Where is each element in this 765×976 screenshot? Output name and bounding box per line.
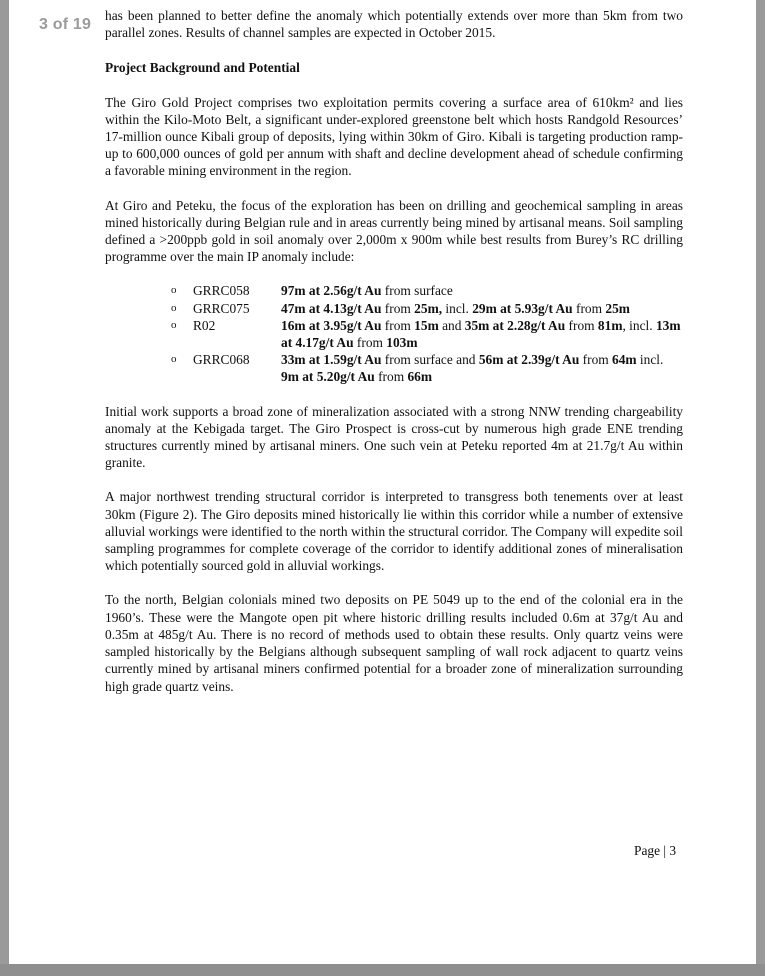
result-text: incl. — [442, 300, 473, 316]
mineralization-paragraph: Initial work supports a broad zone of mineralization associated with a strong NNW trending chargeability anomaly at the Kebigada target. The Giro Prospect is cross-cut by numerous high grade ENE trending structures currently mined by artisanal miners. One such vein at Peteku reported 4m at 21.7g/t Au within granite. — [105, 403, 683, 471]
result-value: 25m — [605, 300, 630, 316]
colonial-history-paragraph: To the north, Belgian colonials mined two deposits on PE 5049 up to the end of the colonial era in the 1960’s. These were the Mangote open pit where historic drilling results included 0.6m at 37g/t Au and 0.35m at 485g/t Au. There is no record of methods used to obtain these results. Only quartz veins were sampled historically by the Belgians although subsequent sampling of wall rock adjacent to quartz veins currently mined by artisanal miners confirmed potential for a broader zone of mineralization surrounding high grade quartz veins. — [105, 592, 683, 694]
result-value: 47m at 4.13g/t Au — [281, 300, 382, 316]
hole-id: GRRC058 — [193, 283, 250, 299]
result-text: from — [579, 352, 613, 368]
result-value: 35m at 2.28g/t Au — [464, 317, 566, 333]
result-text: from — [381, 300, 415, 316]
page-counter: 3 of 19 — [39, 16, 92, 33]
result-text: from — [374, 369, 408, 385]
result-value: 81m — [597, 317, 623, 333]
bullet-icon: o — [171, 301, 177, 314]
result-text: and — [438, 317, 465, 333]
hole-id: GRRC068 — [193, 352, 250, 368]
result-value: 33m at 1.59g/t Au — [281, 352, 382, 368]
result-text: from surface and — [381, 352, 479, 368]
viewer-bottom-bar — [0, 964, 765, 976]
result-description — [281, 351, 683, 385]
result-description — [281, 300, 683, 317]
result-text: from — [353, 335, 387, 351]
drilling-results-list — [105, 282, 683, 385]
result-value: 25m, — [414, 300, 443, 316]
list-item — [171, 300, 683, 317]
result-value: 9m at 5.20g/t Au — [281, 369, 375, 385]
result-value: 15m — [414, 317, 439, 333]
list-item — [171, 282, 683, 299]
structural-corridor-paragraph: A major northwest trending structural corridor is interpreted to transgress both tenements over at least 30km (Figure 2). The Giro deposits mined historically lie within this corridor while a number of extensive alluvial workings were identified to the north within the structural corridor. The Company will expedite soil sampling programmes for complete coverage of the corridor to identify additional zones of mineralisation which potentially sourced gold in alluvial workings. — [105, 489, 683, 574]
result-value: 103m — [386, 335, 418, 351]
background-paragraph-2: At Giro and Peteku, the focus of the exploration has been on drilling and geochemical sampling in areas mined historically during Belgian rule and in areas currently being mined by artisanal means. Soil sampling defined a >200ppb gold in soil anomaly over 2,000m x 900m while best results from Burey’s RC drilling programme over the main IP anomaly include: — [105, 197, 683, 265]
hole-id: GRRC075 — [193, 300, 250, 316]
bullet-icon: o — [171, 284, 177, 297]
hole-id: R02 — [193, 317, 216, 333]
background-paragraph-1: The Giro Gold Project comprises two exploitation permits covering a surface area of 610km² and lies within the Kilo-Moto Belt, a significant under-explored greenstone belt which hosts Randgold Resources’ 17-million ounce Kibali group of deposits, lying within 30km of Giro. Kibali is targeting production ramp-up to 600,000 ounces of gold per annum with shaft and decline development ahead of schedule confirming a favorable mining environment in the region. — [105, 94, 683, 179]
result-text: , incl. — [622, 317, 656, 333]
list-item — [171, 351, 683, 385]
bullet-icon: o — [171, 318, 177, 331]
intro-paragraph: has been planned to better define the anomaly which potentially extends over more than 5km from two parallel zones. Results of channel samples are expected in October 2015. — [105, 8, 683, 41]
result-value: 97m at 2.56g/t Au — [281, 283, 382, 299]
result-text: incl. — [636, 352, 664, 368]
result-value: 16m at 3.95g/t Au — [281, 317, 382, 333]
result-description — [281, 282, 683, 299]
list-item — [171, 317, 683, 351]
result-value: 56m at 2.39g/t Au — [478, 352, 580, 368]
bullet-icon: o — [171, 353, 177, 366]
result-value: 29m at 5.93g/t Au — [472, 300, 573, 316]
result-text: from — [572, 300, 606, 316]
document-body — [105, 7, 683, 712]
result-text: from — [565, 317, 598, 333]
result-value: 13m at 4.17g/t Au — [281, 317, 681, 351]
result-text: from — [381, 317, 415, 333]
result-text: from surface — [381, 283, 453, 299]
result-value: 66m — [407, 369, 433, 385]
document-page — [9, 0, 756, 964]
result-description — [281, 317, 683, 351]
result-value: 64m — [612, 352, 637, 368]
section-heading: Project Background and Potential — [105, 60, 300, 76]
page-footer: Page | 3 — [634, 843, 677, 858]
